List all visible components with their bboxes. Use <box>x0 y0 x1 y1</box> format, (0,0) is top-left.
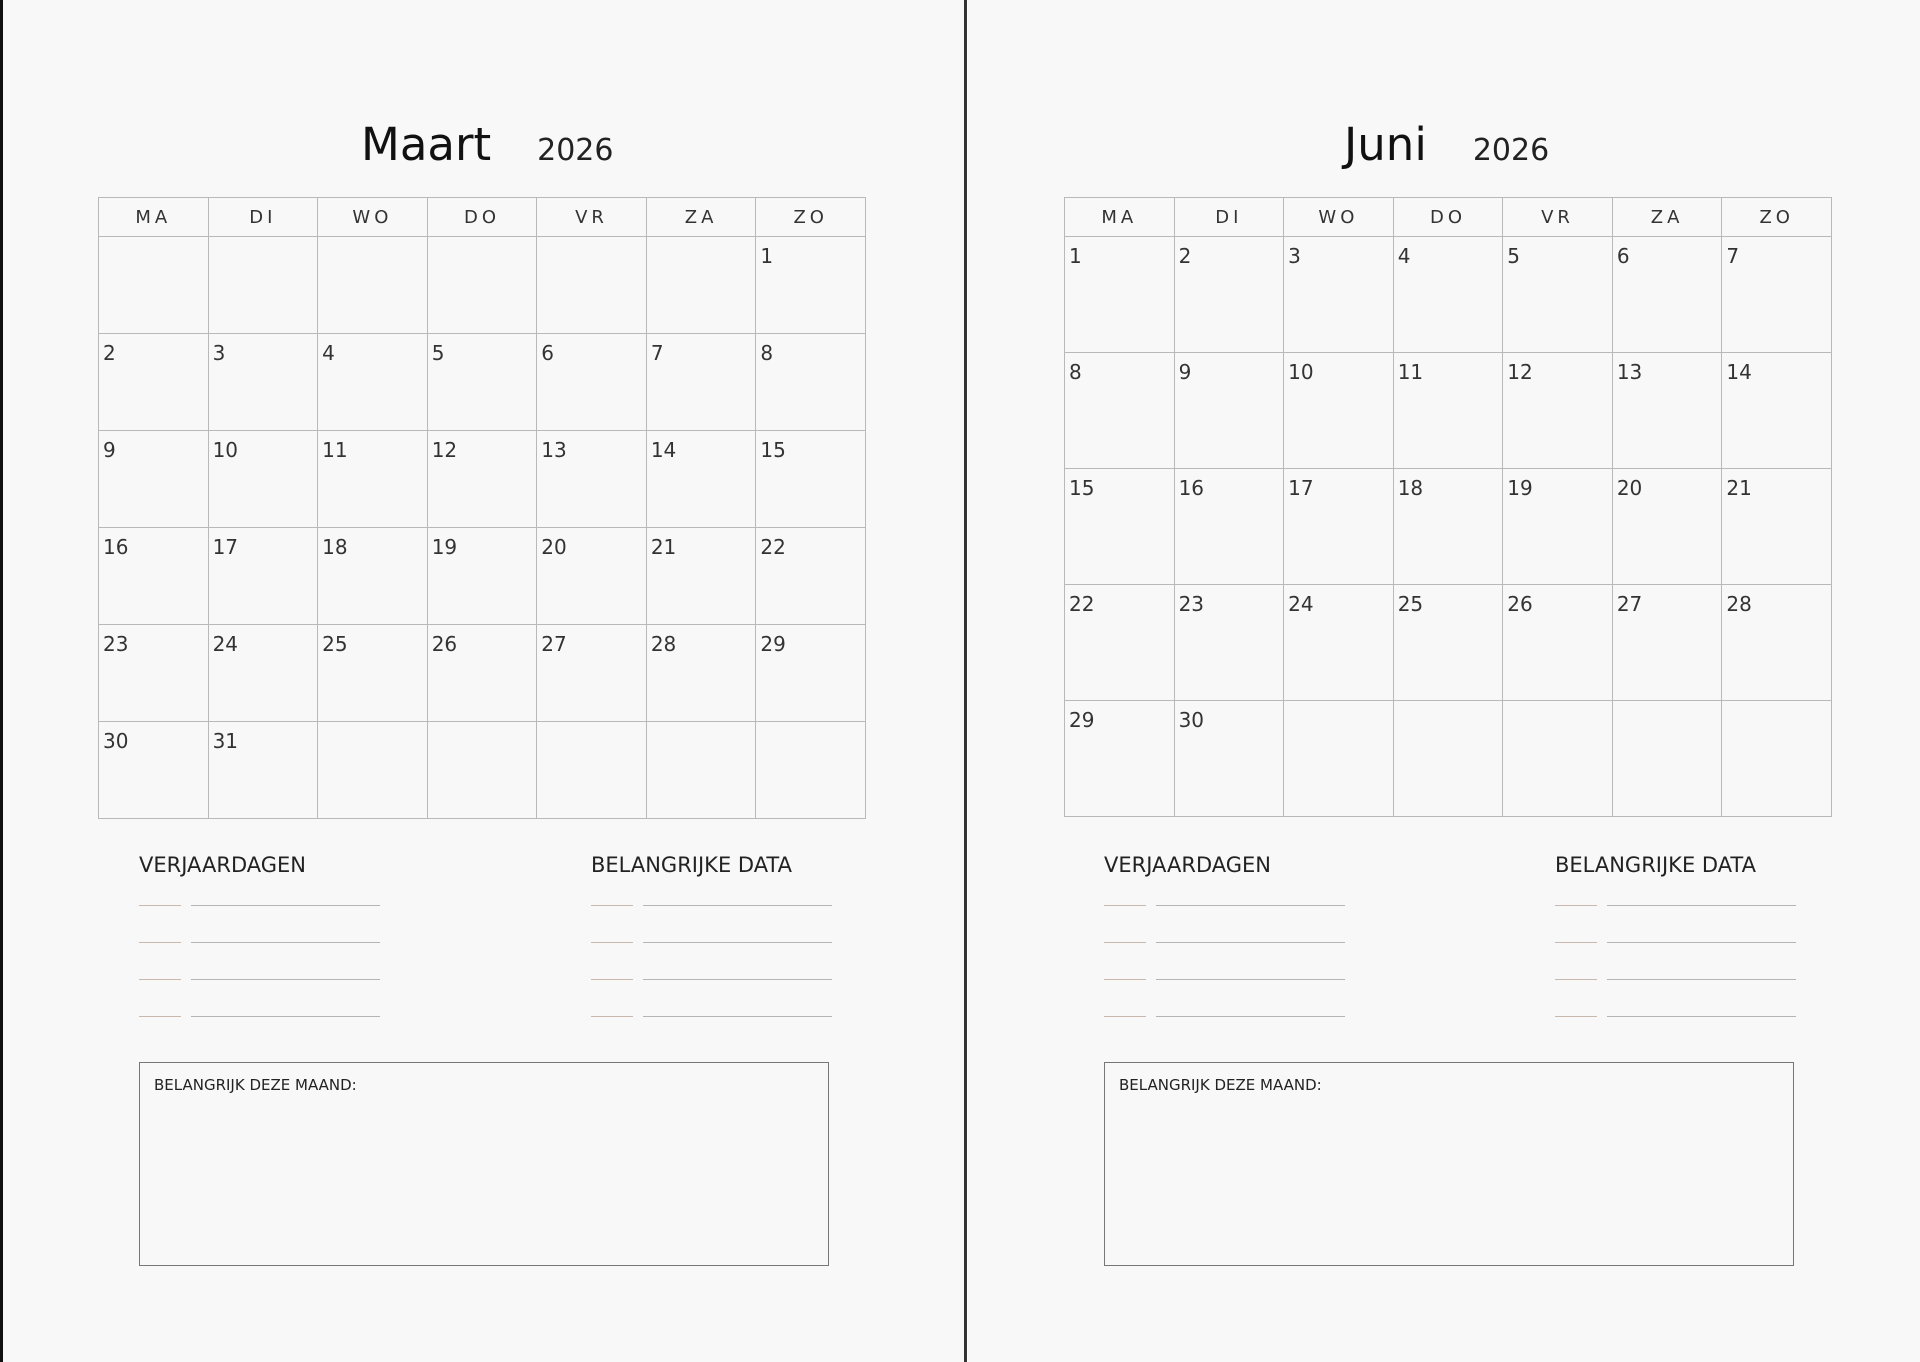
day-number: 27 <box>541 632 567 656</box>
day-number <box>1284 701 1393 708</box>
day-cell[interactable] <box>1503 237 1613 353</box>
day-cell[interactable] <box>756 431 866 528</box>
day-cell[interactable] <box>208 528 318 625</box>
day-number: 8 <box>760 341 774 365</box>
day-number: 16 <box>1178 476 1205 500</box>
day-number <box>647 722 756 729</box>
day-number: 20 <box>1616 476 1643 500</box>
month-name: Maart <box>361 118 492 171</box>
weekday-wo: WO <box>318 198 428 237</box>
day-number <box>647 237 756 244</box>
writing-line[interactable] <box>1104 882 1404 906</box>
empty-day-cell[interactable] <box>537 722 647 819</box>
important-dates-label: BELANGRIJKE DATA <box>591 853 792 877</box>
day-number: 25 <box>322 632 348 656</box>
calendar-grid <box>1064 197 1832 817</box>
day-cell[interactable] <box>1065 469 1175 585</box>
calendar-week-row <box>99 237 866 334</box>
day-number: 11 <box>322 438 348 462</box>
writing-line[interactable] <box>591 980 891 1017</box>
empty-day-cell[interactable] <box>318 237 428 334</box>
day-number: 26 <box>431 632 458 656</box>
day-cell[interactable] <box>99 528 209 625</box>
writing-line[interactable] <box>1104 943 1404 980</box>
day-cell[interactable] <box>1393 585 1503 701</box>
day-cell[interactable] <box>208 722 318 819</box>
notes-box[interactable] <box>1104 1062 1794 1266</box>
day-cell[interactable] <box>1612 585 1722 701</box>
writing-line[interactable] <box>1555 882 1855 906</box>
day-cell[interactable] <box>1503 353 1613 469</box>
day-number: 17 <box>1288 476 1314 500</box>
day-cell[interactable] <box>99 625 209 722</box>
day-cell[interactable] <box>318 625 428 722</box>
day-cell[interactable] <box>1065 701 1175 817</box>
day-number: 7 <box>1726 244 1740 268</box>
day-number: 19 <box>431 535 458 559</box>
weekday-header-row <box>99 198 866 237</box>
day-number: 9 <box>1178 360 1192 384</box>
day-cell[interactable] <box>756 625 866 722</box>
month-title <box>361 118 613 188</box>
calendar-week-row <box>99 722 866 819</box>
day-number: 13 <box>1616 360 1643 384</box>
weekday-di: DI <box>1174 198 1284 237</box>
empty-day-cell[interactable] <box>1612 701 1722 817</box>
year-label: 2026 <box>537 133 614 168</box>
day-number: 22 <box>760 535 786 559</box>
day-number: 6 <box>1616 244 1630 268</box>
calendar-week-row <box>1065 701 1832 817</box>
day-number: 9 <box>103 438 116 462</box>
year-label: 2026 <box>1472 133 1550 168</box>
day-cell[interactable] <box>1393 469 1503 585</box>
calendar-body <box>99 237 866 819</box>
important-dates-section <box>591 848 891 1017</box>
writing-line[interactable] <box>139 980 439 1017</box>
day-cell[interactable] <box>427 334 537 431</box>
empty-day-cell[interactable] <box>427 722 537 819</box>
weekday-di: DI <box>208 198 318 237</box>
day-cell[interactable] <box>1284 585 1394 701</box>
day-number: 22 <box>1069 592 1095 616</box>
day-number: 1 <box>760 244 774 268</box>
day-cell[interactable] <box>537 431 647 528</box>
day-number: 27 <box>1616 592 1643 616</box>
day-number: 30 <box>103 729 129 753</box>
birthdays-section <box>139 848 439 1017</box>
notes-label: BELANGRIJK DEZE MAAND: <box>154 1076 357 1094</box>
weekday-ma: MA <box>1065 198 1175 237</box>
empty-day-cell[interactable] <box>99 237 209 334</box>
day-cell[interactable] <box>1722 353 1832 469</box>
day-cell[interactable] <box>427 528 537 625</box>
day-number: 7 <box>650 341 664 365</box>
day-number: 13 <box>541 438 567 462</box>
day-cell[interactable] <box>99 334 209 431</box>
day-cell[interactable] <box>756 528 866 625</box>
day-cell[interactable] <box>537 334 647 431</box>
day-cell[interactable] <box>1174 469 1284 585</box>
day-number: 28 <box>1726 592 1752 616</box>
day-number: 29 <box>1069 708 1095 732</box>
day-cell[interactable] <box>208 431 318 528</box>
empty-day-cell[interactable] <box>756 722 866 819</box>
weekday-za: ZA <box>646 198 756 237</box>
day-cell[interactable] <box>427 431 537 528</box>
day-cell[interactable] <box>1722 237 1832 353</box>
day-number: 3 <box>212 341 226 365</box>
day-number: 31 <box>212 729 239 753</box>
day-cell[interactable] <box>1612 353 1722 469</box>
weekday-do: DO <box>427 198 537 237</box>
weekday-zo: ZO <box>1722 198 1832 237</box>
day-cell[interactable] <box>318 528 428 625</box>
important-dates-label: BELANGRIJKE DATA <box>1555 853 1756 877</box>
calendar-week-row <box>99 431 866 528</box>
day-number: 10 <box>1288 360 1314 384</box>
day-cell[interactable] <box>756 334 866 431</box>
day-cell[interactable] <box>537 528 647 625</box>
day-cell[interactable] <box>1284 237 1394 353</box>
day-cell[interactable] <box>1503 469 1613 585</box>
day-number <box>1613 701 1722 708</box>
birthdays-label: VERJAARDAGEN <box>139 853 307 877</box>
month-title <box>1344 118 1549 188</box>
day-cell[interactable] <box>208 625 318 722</box>
day-cell[interactable] <box>1284 353 1394 469</box>
day-cell[interactable] <box>1503 585 1613 701</box>
day-number: 25 <box>1397 592 1424 616</box>
day-cell[interactable] <box>99 431 209 528</box>
weekday-vr: VR <box>537 198 647 237</box>
day-number: 15 <box>1069 476 1095 500</box>
important-dates-section <box>1555 848 1855 1017</box>
weekday-ma: MA <box>99 198 209 237</box>
weekday-za: ZA <box>1612 198 1722 237</box>
empty-day-cell[interactable] <box>427 237 537 334</box>
day-cell[interactable] <box>318 334 428 431</box>
day-cell[interactable] <box>1174 237 1284 353</box>
day-number: 24 <box>1288 592 1314 616</box>
day-number <box>428 722 537 729</box>
day-number: 12 <box>1507 360 1533 384</box>
day-number <box>428 237 537 244</box>
calendar-week-row <box>1065 469 1832 585</box>
day-cell[interactable] <box>1722 585 1832 701</box>
day-cell[interactable] <box>1065 353 1175 469</box>
weekday-header-row <box>1065 198 1832 237</box>
day-number <box>318 237 427 244</box>
birthdays-section <box>1104 848 1404 1017</box>
calendar-body <box>1065 237 1832 817</box>
writing-line[interactable] <box>139 882 439 906</box>
day-number: 17 <box>212 535 239 559</box>
day-cell[interactable] <box>99 722 209 819</box>
day-cell[interactable] <box>1065 585 1175 701</box>
writing-line[interactable] <box>139 906 439 943</box>
day-cell[interactable] <box>756 237 866 334</box>
day-cell[interactable] <box>1393 237 1503 353</box>
day-number: 20 <box>541 535 567 559</box>
empty-day-cell[interactable] <box>537 237 647 334</box>
day-number <box>318 722 427 729</box>
day-cell[interactable] <box>427 625 537 722</box>
calendar-week-row <box>99 625 866 722</box>
empty-day-cell[interactable] <box>1503 701 1613 817</box>
empty-day-cell[interactable] <box>646 722 756 819</box>
day-cell[interactable] <box>1284 469 1394 585</box>
calendar-week-row <box>99 528 866 625</box>
day-number: 12 <box>431 438 458 462</box>
day-cell[interactable] <box>1393 353 1503 469</box>
day-number <box>209 237 318 244</box>
day-cell[interactable] <box>1174 353 1284 469</box>
calendar-grid <box>98 197 866 819</box>
day-number <box>99 237 208 244</box>
day-cell[interactable] <box>646 625 756 722</box>
day-cell[interactable] <box>1174 701 1284 817</box>
day-number: 21 <box>1726 476 1752 500</box>
day-number <box>537 722 646 729</box>
day-number: 4 <box>322 341 335 365</box>
empty-day-cell[interactable] <box>1393 701 1503 817</box>
day-number <box>1722 701 1831 708</box>
day-number: 2 <box>1178 244 1192 268</box>
empty-day-cell[interactable] <box>318 722 428 819</box>
day-number: 1 <box>1069 244 1082 268</box>
day-number: 16 <box>103 535 129 559</box>
calendar-week-row <box>1065 585 1832 701</box>
empty-day-cell[interactable] <box>208 237 318 334</box>
day-number: 18 <box>1397 476 1424 500</box>
weekday-wo: WO <box>1284 198 1394 237</box>
day-number: 5 <box>1507 244 1520 268</box>
day-number: 11 <box>1397 360 1424 384</box>
day-number: 4 <box>1397 244 1411 268</box>
day-number: 14 <box>1726 360 1752 384</box>
day-number: 3 <box>1288 244 1301 268</box>
day-number: 19 <box>1507 476 1533 500</box>
day-number: 23 <box>1178 592 1205 616</box>
day-cell[interactable] <box>646 431 756 528</box>
day-cell[interactable] <box>537 625 647 722</box>
weekday-do: DO <box>1393 198 1503 237</box>
calendar-week-row <box>1065 237 1832 353</box>
notes-box[interactable] <box>139 1062 829 1266</box>
calendar-page-juni <box>968 0 1920 1362</box>
writing-line[interactable] <box>1104 906 1404 943</box>
day-number: 29 <box>760 632 786 656</box>
day-number: 2 <box>103 341 116 365</box>
day-cell[interactable] <box>1174 585 1284 701</box>
writing-line[interactable] <box>1555 980 1855 1017</box>
day-cell[interactable] <box>318 431 428 528</box>
day-number: 8 <box>1069 360 1082 384</box>
day-number: 21 <box>650 535 677 559</box>
day-number: 15 <box>760 438 786 462</box>
calendar-week-row <box>1065 353 1832 469</box>
day-number: 14 <box>650 438 677 462</box>
day-number: 24 <box>212 632 239 656</box>
birthdays-label: VERJAARDAGEN <box>1104 853 1272 877</box>
writing-line[interactable] <box>591 906 891 943</box>
day-number: 18 <box>322 535 348 559</box>
day-cell[interactable] <box>208 334 318 431</box>
day-cell[interactable] <box>1612 237 1722 353</box>
day-number: 23 <box>103 632 129 656</box>
writing-line[interactable] <box>1104 980 1404 1017</box>
empty-day-cell[interactable] <box>1722 701 1832 817</box>
writing-line[interactable] <box>591 882 891 906</box>
weekday-zo: ZO <box>756 198 866 237</box>
empty-day-cell[interactable] <box>1284 701 1394 817</box>
page-divider <box>964 0 967 1362</box>
day-number: 26 <box>1507 592 1533 616</box>
day-cell[interactable] <box>1612 469 1722 585</box>
writing-line[interactable] <box>1555 906 1855 943</box>
day-number: 10 <box>212 438 239 462</box>
weekday-vr: VR <box>1503 198 1613 237</box>
empty-day-cell[interactable] <box>646 237 756 334</box>
day-number <box>1394 701 1503 708</box>
day-number: 6 <box>541 341 554 365</box>
month-name: Juni <box>1344 118 1427 171</box>
day-cell[interactable] <box>1065 237 1175 353</box>
notes-label: BELANGRIJK DEZE MAAND: <box>1119 1076 1322 1094</box>
calendar-week-row <box>99 334 866 431</box>
writing-line[interactable] <box>1555 943 1855 980</box>
day-cell[interactable] <box>1722 469 1832 585</box>
day-number <box>537 237 646 244</box>
day-number: 30 <box>1178 708 1205 732</box>
writing-line[interactable] <box>139 943 439 980</box>
day-cell[interactable] <box>646 528 756 625</box>
writing-line[interactable] <box>591 943 891 980</box>
day-number: 28 <box>650 632 677 656</box>
day-number <box>756 722 865 729</box>
day-number <box>1503 701 1612 708</box>
day-cell[interactable] <box>646 334 756 431</box>
day-number: 5 <box>431 341 445 365</box>
